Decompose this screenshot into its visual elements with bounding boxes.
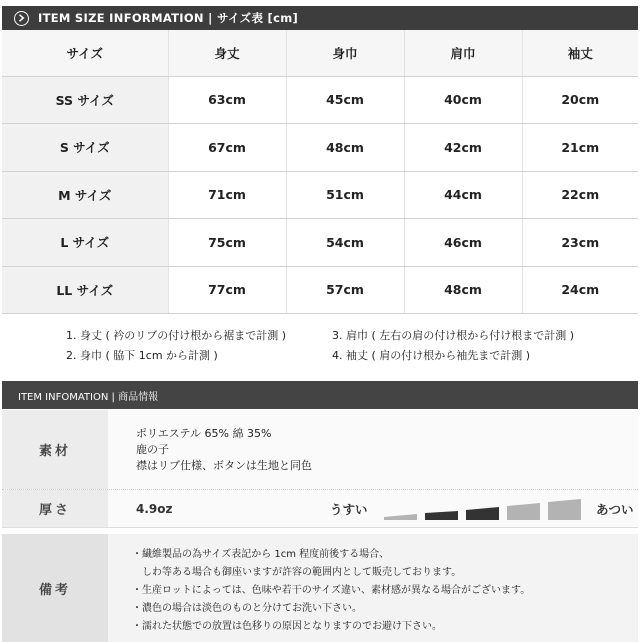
material-value (108, 410, 638, 489)
note-item: 1. 身丈 ( 衿のリブの付け根から裾まで計測 ) (66, 329, 287, 342)
table-cell: 48cm (286, 124, 404, 172)
remark-line: ・濡れた状態での放置は色移りの原因となりますのでお避け下さい。 (132, 621, 442, 632)
table-row (2, 266, 638, 314)
remark-line: ・濃色の場合は淡色のものと分けてお洗い下さい。 (132, 603, 362, 614)
size-name: M サイズ (2, 171, 168, 219)
size-name: S サイズ (2, 124, 168, 172)
item-info-header (2, 381, 638, 409)
remarks-value (108, 534, 638, 642)
material-line: 鹿の子 (136, 443, 169, 456)
table-row (2, 171, 638, 219)
scale-bar-1 (384, 498, 417, 520)
table-cell: 23cm (522, 219, 638, 267)
thickness-scale (384, 498, 581, 520)
table-cell: 40cm (404, 76, 522, 124)
table-cell: 44cm (404, 171, 522, 219)
size-info-header (2, 6, 638, 30)
material-line: 襟はリブ仕様、ボタンは生地と同色 (136, 459, 312, 472)
scale-bar-4 (507, 498, 540, 520)
remark-line: ・生産ロットによっては、色味や若干のサイズ違い、素材感が異なる場合がございます。 (132, 585, 531, 596)
table-row (2, 76, 638, 124)
table-cell: 51cm (286, 171, 404, 219)
note-item: 2. 身巾 ( 脇下 1cm から計測 ) (66, 349, 218, 362)
table-cell: 24cm (522, 266, 638, 314)
table-cell: 57cm (286, 266, 404, 314)
material-label: 素材 (2, 410, 108, 489)
table-cell: 22cm (522, 171, 638, 219)
chevron-right-circle-icon (14, 11, 29, 26)
column-header: 袖丈 (522, 30, 638, 76)
table-cell: 42cm (404, 124, 522, 172)
column-header: 肩巾 (404, 30, 522, 76)
scale-bar-3 (466, 498, 499, 520)
scale-bar-5 (548, 498, 581, 520)
note-item: 4. 袖丈 ( 肩の付け根から袖先まで計測 ) (332, 349, 531, 362)
table-cell: 67cm (168, 124, 286, 172)
thickness-value (108, 490, 638, 527)
table-cell: 71cm (168, 171, 286, 219)
table-cell: 20cm (522, 76, 638, 124)
size-name: SS サイズ (2, 76, 168, 124)
table-cell: 63cm (168, 76, 286, 124)
size-info-title: ITEM SIZE INFORMATION | サイズ表 [cm] (38, 11, 299, 25)
table-cell: 46cm (404, 219, 522, 267)
remarks-label: 備考 (2, 534, 108, 642)
table-header-row (2, 30, 638, 76)
thin-label: うすい (330, 502, 368, 517)
table-row (2, 219, 638, 267)
table-cell: 75cm (168, 219, 286, 267)
material-line: ポリエステル 65% 綿 35% (136, 427, 272, 440)
measurement-notes (66, 326, 626, 366)
item-info-title: ITEM INFOMATION | 商品情報 (18, 391, 159, 403)
table-cell: 77cm (168, 266, 286, 314)
thickness-oz: 4.9oz (136, 501, 173, 516)
column-header: サイズ (2, 30, 168, 76)
size-name: L サイズ (2, 219, 168, 267)
thickness-row (2, 490, 638, 528)
item-info-table (2, 410, 638, 642)
scale-bar-2 (425, 498, 458, 520)
column-header: 身巾 (286, 30, 404, 76)
table-row (2, 124, 638, 172)
table-cell: 45cm (286, 76, 404, 124)
thick-label: あつい (596, 502, 634, 517)
size-name: LL サイズ (2, 266, 168, 314)
column-header: 身丈 (168, 30, 286, 76)
remark-line: しわ等ある場合も御座いますが許容の範囲内として販売しております。 (132, 567, 462, 578)
table-cell: 48cm (404, 266, 522, 314)
material-row (2, 410, 638, 490)
note-item: 3. 肩巾 ( 左右の肩の付け根から付け根まで計測 ) (332, 329, 575, 342)
table-cell: 54cm (286, 219, 404, 267)
table-cell: 21cm (522, 124, 638, 172)
remarks-row (2, 534, 638, 642)
size-table (2, 30, 638, 314)
remark-line: ・繊維製品の為サイズ表記から 1cm 程度前後する場合、 (132, 549, 390, 560)
thickness-label: 厚さ (2, 490, 108, 527)
